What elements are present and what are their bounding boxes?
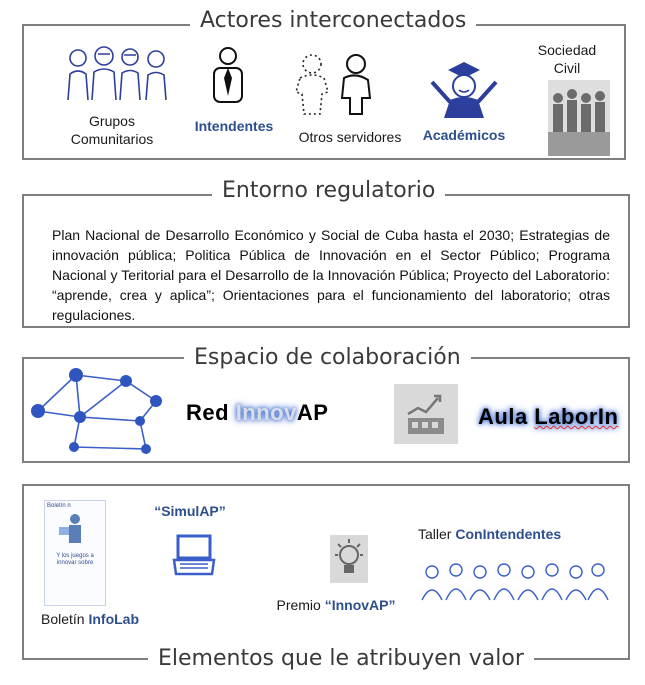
regulatory-title: Entorno regulatorio	[212, 178, 445, 204]
otros-label: Otros servidores	[298, 129, 402, 145]
taller-label	[418, 525, 588, 543]
aula-prefix: Aula	[478, 404, 535, 429]
boletin-label	[30, 610, 150, 628]
taller-name: ConIntendentes	[455, 526, 562, 542]
boletin-prefix: Boletín	[40, 611, 89, 627]
premio-label	[266, 596, 406, 614]
collaboration-title: Espacio de colaboración	[184, 345, 471, 371]
reader-figure-icon	[45, 511, 105, 551]
bulletin-caption: Y los juegos a innovar sobre	[56, 553, 94, 566]
simulap-label: “SimulAP”	[154, 503, 226, 519]
graduate-icon	[426, 60, 502, 120]
sociedad-label: Sociedad Civil	[537, 42, 597, 76]
bulletin-thumbnail	[44, 500, 106, 606]
regulatory-text: Plan Nacional de Desarrollo Económico y Social de Cuba hasta el 2030; Estrategias de innovación pública; Politica Pública de Innovación en el Sector Público; Programa Nacional y Teritorial para el Desarrollo de la Innovación Pública; Proyecto del Laboratorio: “aprende, crea y aplica”; Orientaciones para el funcionamiento del laboratorio; otras regulaciones.	[52, 227, 610, 323]
network-graph-icon	[30, 365, 170, 455]
academicos-label: Académicos	[422, 127, 506, 143]
elements-title	[148, 646, 534, 672]
red-ap: AP	[296, 400, 329, 425]
other-servers-icon	[294, 52, 380, 118]
elements-title-text: Elementos que le atribuyen valor	[158, 646, 524, 671]
boletin-name: InfoLab	[88, 611, 140, 627]
actors-title: Actores interconectados	[190, 8, 476, 34]
laptop-icon	[172, 530, 216, 580]
bulletin-heading: Boletín n	[47, 503, 71, 509]
aula-labor: Labor	[534, 404, 598, 429]
aula-in: In	[597, 404, 619, 429]
civil-society-photo-icon	[548, 80, 610, 156]
premio-name: “InnovAP”	[324, 597, 396, 613]
premio-prefix: Premio	[276, 597, 325, 613]
factory-chart-icon	[394, 384, 458, 444]
red-prefix: Red	[186, 400, 236, 425]
community-group-icon	[64, 44, 174, 102]
red-innovap-brand	[186, 400, 328, 426]
grupos-label: Grupos Comunitarios	[70, 113, 154, 147]
audience-icon	[420, 560, 610, 602]
intendentes-label: Intendentes	[194, 118, 274, 134]
official-person-icon	[208, 46, 248, 106]
lightbulb-icon	[330, 535, 368, 583]
taller-prefix: Taller	[418, 526, 456, 542]
red-innov: Innov	[235, 400, 297, 425]
aula-laborin-brand	[478, 404, 618, 430]
